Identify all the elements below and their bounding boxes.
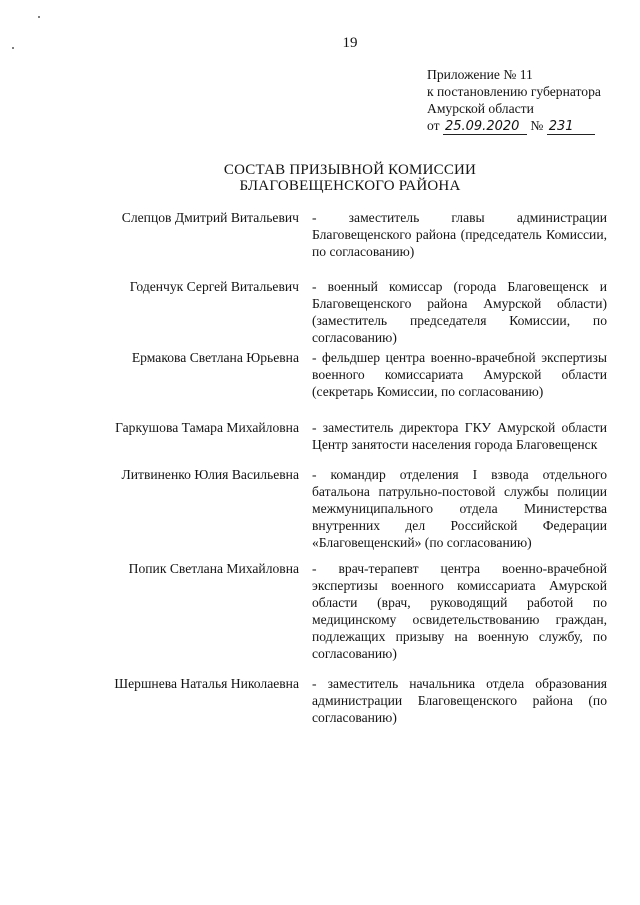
member-role: - военный комиссар (города Благовещенск и Благовещенского района Амурской области) (заместитель председателя Комиссии, по согласованию)	[312, 279, 607, 345]
member-name: Попик Светлана Михайловна	[128, 561, 299, 576]
member-name: Годенчук Сергей Витальевич	[129, 279, 299, 294]
member-name: Шершнева Наталья Николаевна	[114, 676, 299, 691]
member-name: Литвиненко Юлия Васильевна	[121, 467, 299, 482]
title-line: БЛАГОВЕЩЕНСКОГО РАЙОНА	[239, 178, 461, 194]
handwritten-date: 25.09.2020	[443, 120, 527, 135]
member-role: - заместитель начальника отдела образования администрации Благовещенского района (по согласованию)	[312, 676, 607, 725]
member-role: - заместитель директора ГКУ Амурской области Центр занятости населения города Благовещенск	[312, 420, 607, 452]
member-role: - фельдшер центра военно-врачебной экспертизы военного комиссариата Амурской области (секретарь Комиссии, по согласованию)	[312, 350, 607, 399]
appendix-line: Амурской области	[427, 101, 534, 116]
member-name: Ермакова Светлана Юрьевна	[131, 350, 299, 365]
appendix-line: к постановлению губернатора	[427, 84, 601, 99]
member-name: Гаркушова Тамара Михайловна	[115, 420, 299, 435]
title-line: СОСТАВ ПРИЗЫВНОЙ КОМИССИИ	[223, 162, 477, 178]
appendix-line: Приложение № 11	[427, 67, 533, 82]
page-number: 19	[342, 35, 358, 51]
date-prefix: от	[427, 118, 440, 133]
number-prefix: №	[530, 118, 544, 133]
member-role: - врач-терапевт центра военно-врачебной экспертизы военного комиссариата Амурской области (врач, руководящий работой по медицинскому освидетельствованию граждан, подлежащих призыву на военную службу, по согласованию)	[312, 561, 607, 661]
member-role: - командир отделения I взвода отдельного батальона патрульно-постовой службы полиции межмуниципального отдела Министерства внутренних дел Российской Федерации «Благовещенский» (по согласованию)	[312, 467, 607, 550]
member-name: Слепцов Дмитрий Витальевич	[121, 210, 299, 225]
handwritten-number: 231	[547, 120, 595, 135]
member-role: - заместитель главы администрации Благовещенского района (председатель Комиссии, по согласованию)	[312, 210, 607, 259]
